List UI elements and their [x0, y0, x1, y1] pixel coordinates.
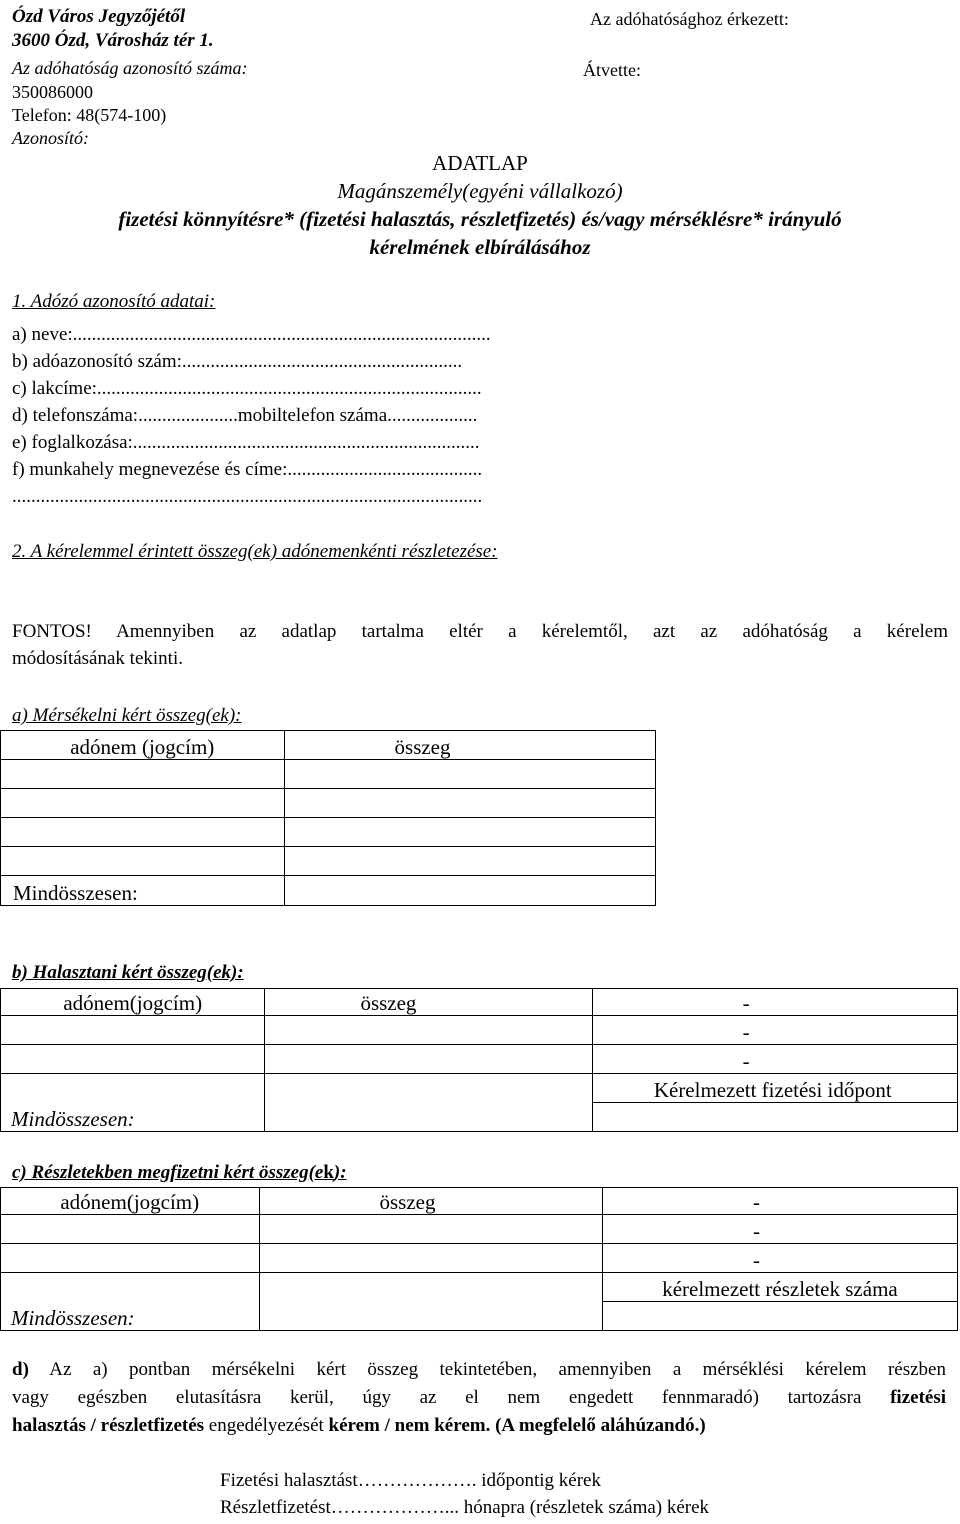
- table-a-cell[interactable]: [1, 847, 285, 876]
- notice-line2: módosításának tekinti.: [12, 648, 183, 669]
- table-c-dash: -: [602, 1215, 957, 1244]
- table-b-heading: b) Halasztani kért összeg(ek):: [12, 962, 244, 983]
- form-subtitle: Magánszemély(egyéni vállalkozó): [337, 179, 623, 203]
- table-a-total-cell[interactable]: [284, 876, 655, 906]
- form-purpose-line2: kérelmének elbírálásához: [369, 235, 591, 259]
- table-b-col-amount: összeg: [265, 989, 592, 1016]
- table-a-heading: a) Mérsékelni kért összeg(ek):: [12, 705, 242, 726]
- table-c-total-label: Mindösszesen:: [1, 1273, 260, 1331]
- table-a-col-taxtype: adónem (jogcím): [1, 731, 285, 760]
- footer-installment-line[interactable]: Részletfizetést………………... hónapra (részletek száma) kérek: [220, 1497, 710, 1518]
- table-c-count-cell[interactable]: [602, 1302, 957, 1331]
- footer-deferral-line[interactable]: Fizetési halasztást………………. időpontig kérek: [220, 1470, 601, 1491]
- table-b-total-label: Mindösszesen:: [1, 1074, 265, 1132]
- table-c-cell[interactable]: [259, 1244, 602, 1273]
- table-c-dash: -: [602, 1188, 957, 1215]
- table-c-heading: [12, 1162, 347, 1184]
- table-b: [0, 988, 958, 1132]
- table-b-date-cell[interactable]: [592, 1103, 957, 1132]
- form-title: ADATLAP: [432, 151, 528, 175]
- table-c-total-cell[interactable]: [259, 1273, 602, 1331]
- section1-heading: 1. Adózó azonosító adatai:: [12, 291, 216, 312]
- field-phone[interactable]: d) telefonszáma:.....................mobiltelefon száma...................: [12, 405, 478, 426]
- table-c-count-label: kérelmezett részletek száma: [602, 1273, 957, 1302]
- table-b-date-label: Kérelmezett fizetési időpont: [592, 1074, 957, 1103]
- table-b-cell[interactable]: [1, 1016, 265, 1045]
- table-a-cell[interactable]: [1, 760, 285, 789]
- header-identifier-label: Azonosító:: [12, 128, 90, 148]
- section2-heading: 2. A kérelemmel érintett összeg(ek) adónemenkénti részletezése:: [12, 541, 498, 562]
- section-d-text1: Az a) pontban mérsékelni kért összeg tekintetében, amennyiben a mérséklési kérelem részben: [28, 1359, 946, 1380]
- section-d-line3: [12, 1415, 706, 1437]
- table-c-cell[interactable]: [1, 1244, 260, 1273]
- table-c-col-taxtype: adónem(jogcím): [1, 1188, 260, 1215]
- table-c-heading-k: k: [323, 1162, 334, 1183]
- section-d-line2: [12, 1387, 946, 1409]
- table-a: [0, 730, 656, 906]
- table-c: [0, 1187, 958, 1331]
- table-a-cell[interactable]: [284, 789, 655, 818]
- table-c-cell[interactable]: [259, 1215, 602, 1244]
- table-a-cell[interactable]: [284, 847, 655, 876]
- section-d-label: d): [12, 1359, 29, 1380]
- section-d-text3: engedélyezését: [204, 1415, 329, 1436]
- table-c-dash: -: [602, 1244, 957, 1273]
- table-a-total-label: Mindösszesen:: [1, 876, 285, 906]
- header-authority-id: 350086000: [12, 82, 93, 102]
- table-b-dash: -: [592, 989, 957, 1016]
- field-workplace[interactable]: f) munkahely megnevezése és címe:.........................................: [12, 459, 483, 480]
- table-c-cell[interactable]: [1, 1215, 260, 1244]
- section-d-line1: [12, 1359, 946, 1381]
- header-authority: Ózd Város Jegyzőjétől: [12, 6, 186, 27]
- table-b-cell[interactable]: [1, 1045, 265, 1074]
- table-b-dash: -: [592, 1045, 957, 1074]
- table-a-cell[interactable]: [284, 818, 655, 847]
- table-a-cell[interactable]: [1, 789, 285, 818]
- section-d-bold3a: halasztás / részletfizetés: [12, 1415, 205, 1436]
- section-d-text2: vagy egészben elutasításra kerül, úgy az el nem engedett fennmaradó) tartozásra: [12, 1387, 891, 1408]
- table-a-col-amount: összeg: [284, 731, 655, 760]
- table-c-col-amount: összeg: [259, 1188, 602, 1215]
- form-purpose-line1: fizetési könnyítésre* (fizetési halasztás, részletfizetés) és/vagy mérséklésre* irányuló: [118, 207, 842, 231]
- table-c-heading-b: ):: [333, 1162, 347, 1183]
- field-tax-id[interactable]: b) adóazonosító szám:...........................................................: [12, 351, 463, 372]
- table-c-heading-a: c) Részletekben megfizetni kért összeg(e: [12, 1162, 324, 1183]
- table-a-cell[interactable]: [1, 818, 285, 847]
- table-b-total-cell[interactable]: [265, 1074, 592, 1132]
- header-authority-id-label: Az adóhatóság azonosító száma:: [12, 58, 248, 78]
- field-workplace-cont[interactable]: ...................................................................................................: [12, 486, 483, 507]
- table-b-cell[interactable]: [265, 1045, 592, 1074]
- table-b-col-taxtype: adónem(jogcím): [1, 989, 265, 1016]
- field-address[interactable]: c) lakcíme:.................................................................................: [12, 378, 482, 399]
- received-by-label: Átvette:: [583, 60, 641, 80]
- header-phone: Telefon: 48(574-100): [12, 105, 167, 125]
- section-d-bold2: fizetési: [890, 1387, 946, 1408]
- table-b-cell[interactable]: [265, 1016, 592, 1045]
- table-b-dash: -: [592, 1016, 957, 1045]
- table-a-cell[interactable]: [284, 760, 655, 789]
- header-address: 3600 Ózd, Városház tér 1.: [12, 30, 214, 51]
- field-occupation[interactable]: e) foglalkozása:.........................................................................: [12, 432, 480, 453]
- received-label: Az adóhatósághoz érkezett:: [590, 9, 789, 29]
- section-d-bold3b: kérem / nem kérem. (A megfelelő aláhúzandó.): [328, 1415, 706, 1436]
- field-name[interactable]: a) neve:........................................................................................: [12, 324, 491, 345]
- notice-line1: FONTOS! Amennyiben az adatlap tartalma eltér a kérelemtől, azt az adóhatóság a kérelem: [12, 621, 948, 642]
